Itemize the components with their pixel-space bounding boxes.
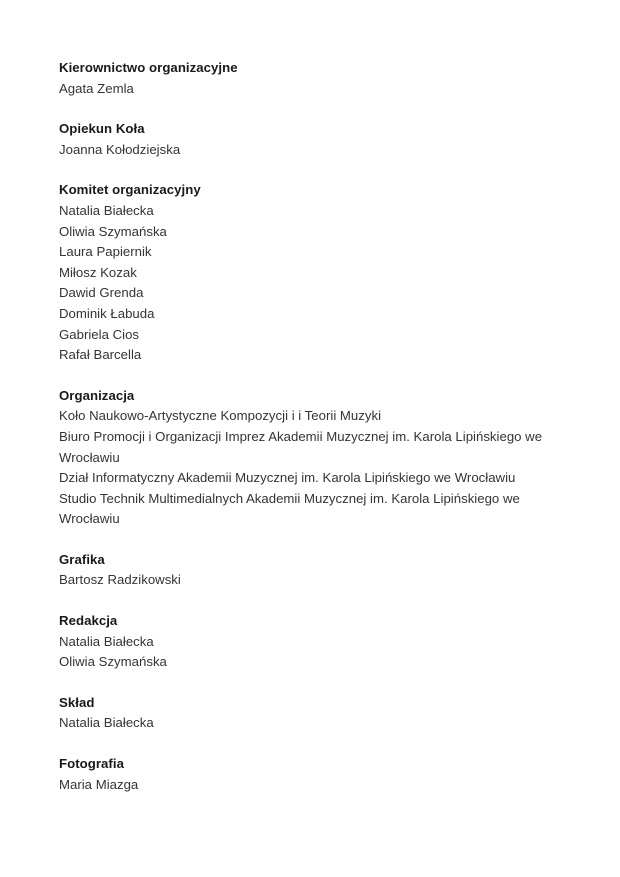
- section-heading: Komitet organizacyjny: [59, 182, 201, 198]
- section-heading: Organizacja: [59, 387, 135, 403]
- section-entry: Studio Technik Multimedialnych Akademii Muzycznej im. Karola Lipińskiego we Wrocławiu: [59, 490, 524, 527]
- credits-section: [59, 611, 561, 673]
- section-entry: Natalia Białecka: [59, 715, 154, 731]
- credits-section: [59, 550, 561, 591]
- section-entry: Biuro Promocji i Organizacji Imprez Akademii Muzycznej im. Karola Lipińskiego we Wrocławiu: [59, 428, 546, 465]
- section-entry: Koło Naukowo-Artystyczne Kompozycji i i Teorii Muzyki: [59, 408, 382, 424]
- section-entry: Oliwia Szymańska: [59, 654, 167, 670]
- section-heading: Fotografia: [59, 756, 124, 772]
- section-entry: Dawid Grenda: [59, 285, 144, 301]
- section-entry: Laura Papiernik: [59, 244, 152, 260]
- credits-section: [59, 180, 561, 365]
- section-heading: Grafika: [59, 551, 105, 567]
- credits-section: [59, 693, 561, 734]
- section-heading: Skład: [59, 694, 95, 710]
- section-heading: Opiekun Koła: [59, 121, 145, 137]
- credits-section: [59, 386, 561, 530]
- section-entry: Maria Miazga: [59, 776, 139, 792]
- section-entry: Bartosz Radzikowski: [59, 572, 181, 588]
- credits-section: [59, 119, 561, 160]
- section-entry: Dominik Łabuda: [59, 305, 155, 321]
- section-entry: Miłosz Kozak: [59, 264, 137, 280]
- credits-section: [59, 58, 561, 99]
- section-entry: Dział Informatyczny Akademii Muzycznej im. Karola Lipińskiego we Wrocławiu: [59, 470, 516, 486]
- section-entry: Joanna Kołodziejska: [59, 141, 181, 157]
- section-entry: Gabriela Cios: [59, 326, 140, 342]
- section-entry: Rafał Barcella: [59, 347, 142, 363]
- section-heading: Kierownictwo organizacyjne: [59, 60, 238, 75]
- section-entry: Oliwia Szymańska: [59, 223, 167, 239]
- section-entry: Agata Zemla: [59, 80, 134, 96]
- section-entry: Natalia Białecka: [59, 202, 154, 218]
- credits-list: [59, 58, 561, 795]
- section-entry: Natalia Białecka: [59, 633, 154, 649]
- credits-section: [59, 754, 561, 795]
- section-heading: Redakcja: [59, 613, 118, 629]
